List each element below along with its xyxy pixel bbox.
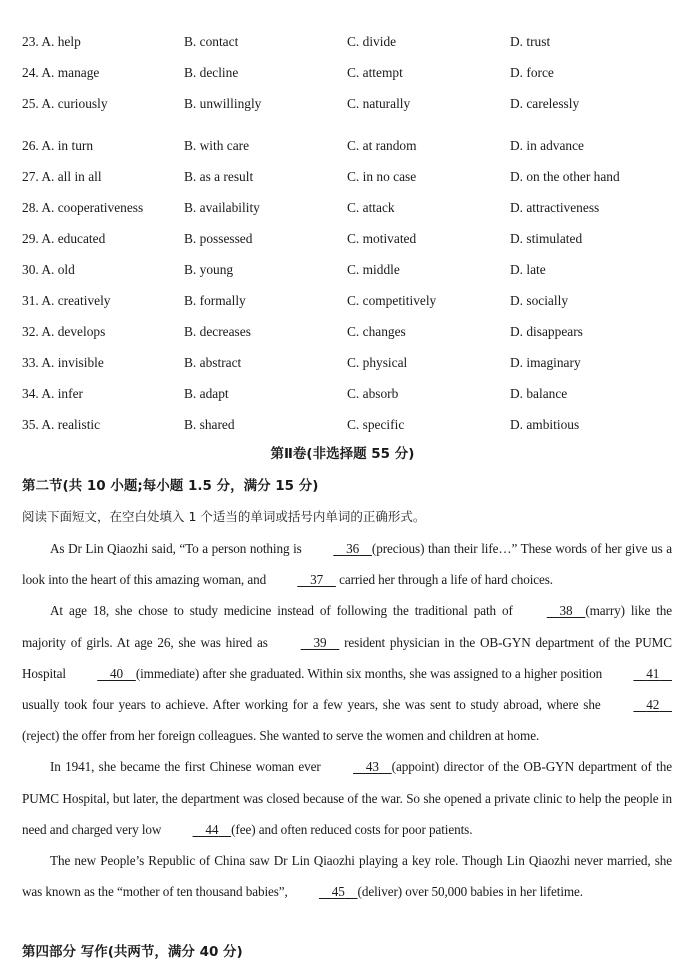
option-row-33 — [22, 347, 672, 378]
text-run: In 1941, she became the first Chinese woman ever — [50, 759, 326, 775]
blank-38: 38 — [559, 603, 573, 619]
blank-36: 36 — [346, 541, 360, 556]
option-a: 27. A. all in all — [22, 168, 102, 184]
text-run: resident physician in the OB-GYN department of the PUMC Hospital — [22, 634, 672, 681]
option-c: C. naturally — [347, 95, 411, 111]
option-d: D. socially — [510, 292, 569, 308]
option-d: D. ambitious — [510, 416, 580, 432]
option-a: 33. A. invisible — [22, 354, 104, 370]
text-run: At age 18, she chose to study medicine instead of following the traditional path of — [50, 603, 519, 619]
option-b: B. contact — [184, 33, 239, 49]
text-run: (precious) than their life…” These words of her give us a look into the heart of this amazing woman, and — [22, 541, 672, 588]
option-c: C. specific — [347, 416, 405, 432]
part4-title: 第四部分 写作(共两节，满分 40 分) — [22, 944, 243, 960]
option-row-25 — [22, 88, 672, 119]
option-b: B. shared — [184, 416, 235, 432]
option-d: D. on the other hand — [510, 168, 620, 184]
option-b: B. abstract — [184, 354, 242, 370]
text-run: (reject) the offer from her foreign colleagues. She wanted to serve the women and children at home. — [22, 728, 540, 744]
option-row-35 — [22, 409, 672, 440]
option-c: C. changes — [347, 323, 406, 339]
paragraph-3 — [22, 751, 672, 845]
blank-39: 39 — [313, 634, 327, 650]
option-a: 28. A. cooperativeness — [22, 199, 144, 215]
part-title: 第Ⅱ卷(非选择题 55 分) — [270, 446, 415, 462]
option-d: D. late — [510, 261, 546, 277]
text-run: (fee) and often reduced costs for poor patients. — [231, 821, 473, 837]
option-a: 26. A. in turn — [22, 137, 94, 153]
option-d: D. carelessly — [510, 95, 580, 111]
text-run: The new People’s Republic of China saw Dr Lin Qiaozhi playing a key role. Though Lin Qiaozhi never married, she was known as the “mother of ten thousand babies”, — [22, 853, 672, 900]
option-d: D. imaginary — [510, 354, 581, 370]
option-b: B. decreases — [184, 323, 251, 339]
text-run: usually took four years to achieve. After working for a few years, she was sent to study abroad, where she — [22, 697, 606, 713]
paragraph-1 — [22, 533, 672, 595]
option-c: C. absorb — [347, 385, 399, 401]
option-d: D. in advance — [510, 137, 584, 153]
text-run: carried her through a life of hard choices. — [335, 572, 553, 588]
blank-42: 42 — [646, 697, 660, 713]
option-c: C. at random — [347, 137, 417, 153]
option-b: B. as a result — [184, 168, 254, 184]
option-row-31 — [22, 285, 672, 316]
option-b: B. with care — [184, 137, 250, 153]
option-row-24 — [22, 57, 672, 88]
text-run: As Dr Lin Qiaozhi said, “To a person nothing is — [50, 541, 306, 556]
option-d: D. attractiveness — [510, 199, 600, 215]
option-d: D. disappears — [510, 323, 583, 339]
option-row-26 — [22, 130, 672, 161]
option-c: C. middle — [347, 261, 400, 277]
option-a: 30. A. old — [22, 261, 75, 277]
option-c: C. attempt — [347, 64, 403, 80]
option-row-32 — [22, 316, 672, 347]
option-c: C. motivated — [347, 230, 417, 246]
option-d: D. balance — [510, 385, 568, 401]
option-c: C. in no case — [347, 168, 417, 184]
option-b: B. decline — [184, 64, 239, 80]
paragraph-2 — [22, 595, 672, 751]
option-d: D. stimulated — [510, 230, 583, 246]
paragraph-4 — [22, 845, 672, 907]
text-run: (appoint) director of the OB-GYN department of the PUMC Hospital, but later, the department was closed because of the war. So she opened a private clinic to help the people in need and charged very low — [22, 759, 672, 837]
option-c: C. divide — [347, 33, 397, 49]
option-c: C. attack — [347, 199, 395, 215]
option-a: 25. A. curiously — [22, 95, 108, 111]
instruction-text: 阅读下面短文，在空白处填入 1 个适当的单词或括号内单词的正确形式。 — [22, 509, 426, 524]
option-d: D. trust — [510, 33, 551, 49]
option-b: B. availability — [184, 199, 260, 215]
option-a: 31. A. creatively — [22, 292, 111, 308]
blank-41: 41 — [646, 665, 660, 681]
text-run: (deliver) over 50,000 babies in her lifetime. — [357, 884, 584, 900]
option-b: B. formally — [184, 292, 246, 308]
option-row-34 — [22, 378, 672, 409]
passage — [22, 533, 672, 907]
option-c: C. physical — [347, 354, 408, 370]
option-row-23 — [22, 26, 672, 57]
option-a: 35. A. realistic — [22, 416, 101, 432]
blank-44: 44 — [205, 821, 219, 837]
option-row-30 — [22, 254, 672, 285]
option-row-29 — [22, 223, 672, 254]
option-row-28 — [22, 192, 672, 223]
section-title: 第二节(共 10 小题;每小题 1.5 分，满分 15 分) — [22, 478, 319, 494]
blank-40: 40 — [110, 665, 124, 681]
option-a: 34. A. infer — [22, 385, 83, 401]
option-a: 29. A. educated — [22, 230, 106, 246]
option-a: 24. A. manage — [22, 64, 100, 80]
option-row-27 — [22, 161, 672, 192]
blank-37: 37 — [310, 572, 324, 588]
options-table — [22, 26, 672, 440]
option-c: C. competitively — [347, 292, 437, 308]
option-b: B. adapt — [184, 385, 229, 401]
text-run: (immediate) after she graduated. Within six months, she was assigned to a higher position — [135, 665, 606, 681]
option-b: B. possessed — [184, 230, 253, 246]
blank-45: 45 — [331, 884, 345, 900]
option-d: D. force — [510, 64, 554, 80]
option-b: B. unwillingly — [184, 95, 262, 111]
option-a: 32. A. develops — [22, 323, 106, 339]
option-a: 23. A. help — [22, 33, 81, 49]
text-run: (marry) like the majority of girls. At age 26, she was hired as — [22, 603, 673, 650]
option-b: B. young — [184, 261, 234, 277]
blank-43: 43 — [365, 759, 379, 775]
